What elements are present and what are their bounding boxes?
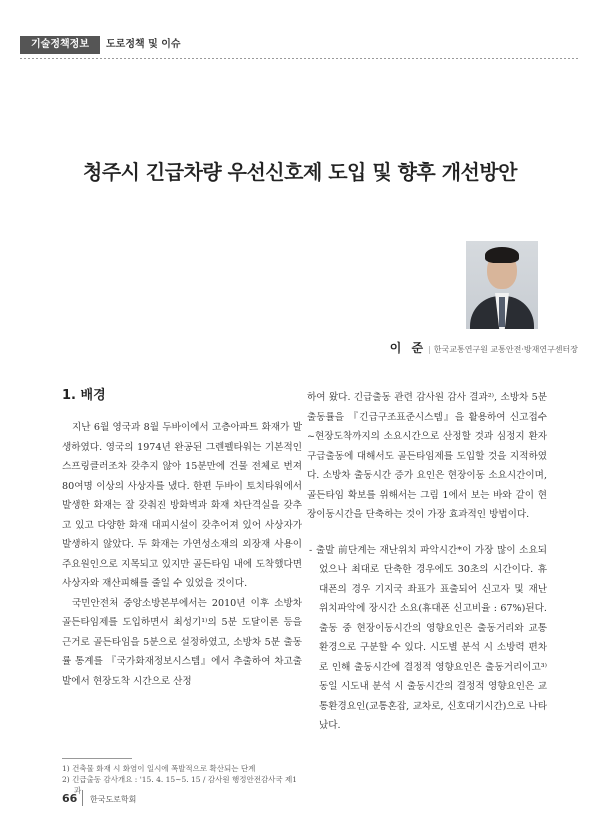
footnote-divider: [62, 758, 132, 759]
body-paragraph: 지난 6월 영국과 8월 두바이에서 고층아파트 화재가 발생하였다. 영국의 1974년 완공된 그렌펠타워는 기본적인 스프링클러조차 갖추지 않아 15분만에 건물 전체로 번져 80여명 이상의 사상자를 냈다. 한편 두바이 토치타워에서 발생한 화재는 잘 갖춰진 방화벽과 화재 차단격실을 갖추고 있고 다양한 화재 대피시설이 갖추어져 있어 사상자가 발생하지 않았다. 두 화재는 가연성소재의 외장재 사용이 주요원인으로 지목되고 있지만 골든타임 내에 도착했다면 사상자와 재산피해를 줄일 수 있었을 것이다.: [62, 422, 302, 589]
body-column-right: [307, 388, 547, 736]
body-column-left: [62, 388, 302, 691]
category-tab: 기술정책정보: [20, 36, 100, 54]
section-title: 도로정책 및 이슈: [106, 39, 181, 50]
footer-divider: [82, 790, 83, 806]
bullet-item: - 출발 前단계는 재난위치 파악시간*이 가장 많이 소요되었으나 최대로 단축한 경우에도 30초의 시간이다. 휴대폰의 경우 기지국 좌표가 표출되어 신고자 및 재난 위치파악에 장시간 소요(휴대폰 신고비율 : 67%)된다. 출동 중 현장이동시간의 영향요인은 출동거리와 교통환경으로 구분할 수 있다. 시도별 분석 시 소방력 편차로 인해 출동시간에 결정적 영향요인은 출동거리이고³⁾ 동일 시도내 분석 시 출동시간의 결정적 영향요인은 교통환경요인(교통혼잡, 교차로, 신호대기시간)으로 나타났다.: [309, 544, 547, 731]
author-affiliation: 한국교통연구원 교통안전·방재연구센터장: [433, 345, 578, 354]
body-paragraph: 하여 왔다. 긴급출동 관련 감사원 감사 결과²⁾, 소방차 5분 출동률을 『긴급구조표준시스템』을 활용하여 신고접수~현장도착까지의 소요시간으로 산정할 것과 심정지 환자 구급출동에 대해서도 골든타임제를 도입할 것을 지적하였다. 소방차 출동시간 증가 요인은 현장이동 소요시간이며, 골든타임 확보를 위해서는 그림 1에서 보는 바와 같이 현장이동시간을 단축하는 것이 가장 효과적인 방법이다.: [307, 392, 547, 520]
author-name: 이 준: [389, 341, 427, 355]
page-number: 66: [62, 792, 78, 805]
body-paragraph: 국민안전처 중앙소방본부에서는 2010년 이후 소방차 골든타임제를 도입하면서 최성기¹⁾의 5분 도달이론 등을 근거로 골든타임을 5분으로 설정하였고, 소방차 5분 출동률 통계를 『국가화재정보시스템』에서 추출하여 차고출발에서 현장도착 시간으로 산정: [62, 597, 302, 687]
author-photo: [466, 241, 538, 329]
footnote-item: 1) 건축물 화재 시 화염이 일시에 폭발적으로 확산되는 단계: [62, 764, 256, 773]
publisher-name: 한국도로학회: [90, 795, 137, 804]
article-title: 청주시 긴급차량 우선신호제 도입 및 향후 개선방안: [83, 160, 517, 184]
author-byline: [340, 339, 578, 356]
footnotes: [62, 763, 302, 796]
footnote-item: 2) 긴급출동 감사개요 : '15. 4. 15~5. 15 / 감사원 행정안전감사국 제1과: [62, 775, 298, 795]
byline-separator: |: [428, 345, 431, 354]
header-divider: [20, 58, 580, 59]
section-heading: 1. 배경: [62, 388, 106, 403]
